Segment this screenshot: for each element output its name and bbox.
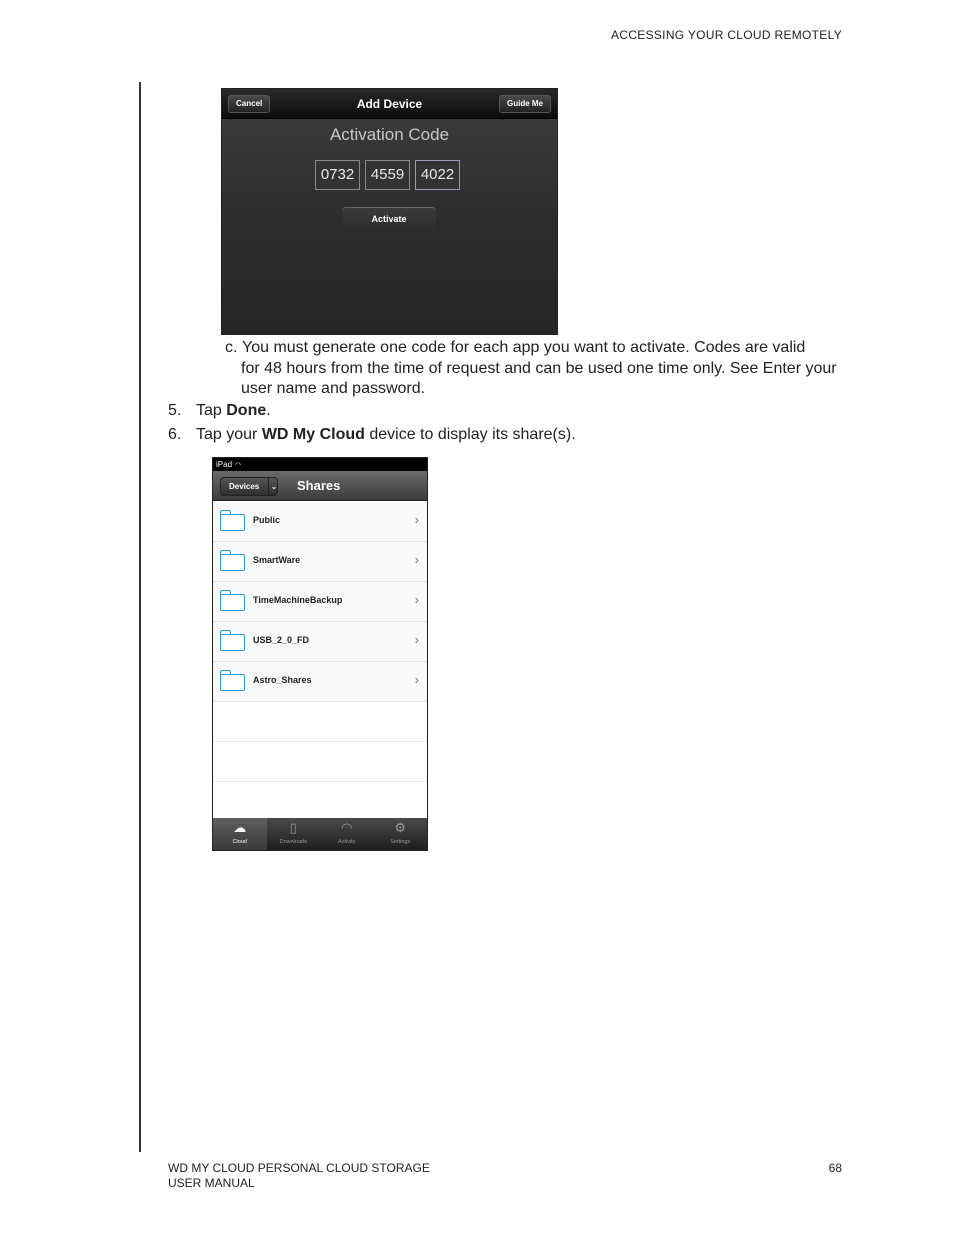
activate-button[interactable]: Activate bbox=[342, 207, 436, 231]
tab-settings-label: Settings bbox=[390, 839, 411, 845]
add-device-title: Add Device bbox=[356, 97, 423, 111]
share-row-timemachinebackup[interactable] bbox=[213, 582, 427, 622]
folder-icon bbox=[220, 670, 245, 691]
gear-icon: ⚙ bbox=[394, 820, 407, 835]
activation-code-field-1[interactable]: 0732 bbox=[315, 160, 360, 190]
activation-navbar bbox=[222, 89, 557, 119]
step-6-number: 6. bbox=[168, 426, 182, 443]
share-row-astro-shares[interactable] bbox=[213, 662, 427, 702]
step-6-prefix: Tap your bbox=[196, 426, 262, 443]
folder-icon bbox=[220, 510, 245, 531]
tab-cloud-label: Cloud bbox=[232, 839, 247, 845]
footer-line-1: WD MY CLOUD PERSONAL CLOUD STORAGE bbox=[168, 1161, 430, 1175]
cancel-button[interactable]: Cancel bbox=[228, 95, 270, 113]
tablet-icon: ▯ bbox=[289, 820, 297, 835]
share-row-usb[interactable] bbox=[213, 622, 427, 662]
gauge-icon: ◠ bbox=[341, 820, 353, 835]
cloud-icon: ☁ bbox=[233, 820, 247, 835]
share-label: USB_2_0_FD bbox=[253, 635, 310, 645]
activation-screenshot bbox=[221, 88, 558, 335]
status-bar bbox=[213, 458, 427, 471]
instruction-item-c bbox=[225, 338, 845, 400]
step-5-prefix: Tap bbox=[196, 402, 227, 419]
empty-row bbox=[213, 702, 427, 742]
shares-list bbox=[213, 502, 427, 782]
tab-activity-label: Activity bbox=[338, 839, 356, 845]
chevron-down-icon[interactable]: ⌄ bbox=[268, 478, 279, 495]
share-label: Public bbox=[253, 515, 281, 525]
footer-title bbox=[168, 1161, 430, 1191]
item-c-text-continued: for 48 hours from the time of request and can be used one time only. See Enter your user name and password. bbox=[241, 359, 837, 397]
activation-code-heading: Activation Code bbox=[329, 125, 450, 144]
page-section-title: ACCESSING YOUR CLOUD REMOTELY bbox=[611, 28, 842, 42]
chevron-right-icon: › bbox=[414, 512, 419, 527]
empty-row bbox=[213, 742, 427, 782]
margin-rule bbox=[139, 82, 141, 1152]
shares-screenshot bbox=[212, 457, 428, 851]
tab-bar bbox=[213, 818, 427, 850]
step-6-suffix: device to display its share(s). bbox=[364, 426, 576, 443]
tab-settings[interactable] bbox=[374, 818, 428, 850]
step-5-suffix: . bbox=[266, 402, 271, 419]
share-label: Astro_Shares bbox=[253, 675, 312, 685]
page-number: 68 bbox=[828, 1161, 842, 1175]
step-6-bold: WD My Cloud bbox=[261, 426, 365, 443]
share-row-smartware[interactable] bbox=[213, 542, 427, 582]
share-row-public[interactable] bbox=[213, 502, 427, 542]
step-6 bbox=[168, 426, 576, 444]
step-5-bold: Done bbox=[226, 402, 267, 419]
activation-code-field-2[interactable]: 4559 bbox=[365, 160, 410, 190]
share-label: SmartWare bbox=[253, 555, 301, 565]
guide-me-button[interactable]: Guide Me bbox=[499, 95, 551, 113]
step-5-number: 5. bbox=[168, 402, 182, 419]
shares-navbar bbox=[213, 471, 427, 501]
chevron-right-icon: › bbox=[414, 592, 419, 607]
activation-code-field-3[interactable]: 4022 bbox=[415, 160, 460, 190]
folder-icon bbox=[220, 630, 245, 651]
tab-cloud[interactable] bbox=[213, 818, 267, 850]
folder-icon bbox=[220, 590, 245, 611]
chevron-right-icon: › bbox=[414, 632, 419, 647]
devices-button[interactable] bbox=[220, 477, 278, 496]
folder-icon bbox=[220, 550, 245, 571]
tab-downloads-label: Downloads bbox=[279, 839, 307, 845]
step-5 bbox=[168, 402, 271, 420]
chevron-right-icon: › bbox=[414, 672, 419, 687]
status-device-name: iPad bbox=[216, 460, 233, 469]
share-label: TimeMachineBackup bbox=[253, 595, 343, 605]
tab-downloads[interactable] bbox=[267, 818, 321, 850]
item-c-text-line1: You must generate one code for each app you want to activate. Codes are valid bbox=[242, 339, 806, 356]
wifi-icon: ◠ bbox=[235, 462, 242, 469]
footer-line-2: USER MANUAL bbox=[168, 1176, 255, 1190]
shares-title: Shares bbox=[297, 478, 341, 493]
chevron-right-icon: › bbox=[414, 552, 419, 567]
item-c-marker: c. bbox=[225, 339, 238, 356]
tab-activity[interactable] bbox=[320, 818, 374, 850]
devices-label: Devices bbox=[229, 482, 260, 491]
